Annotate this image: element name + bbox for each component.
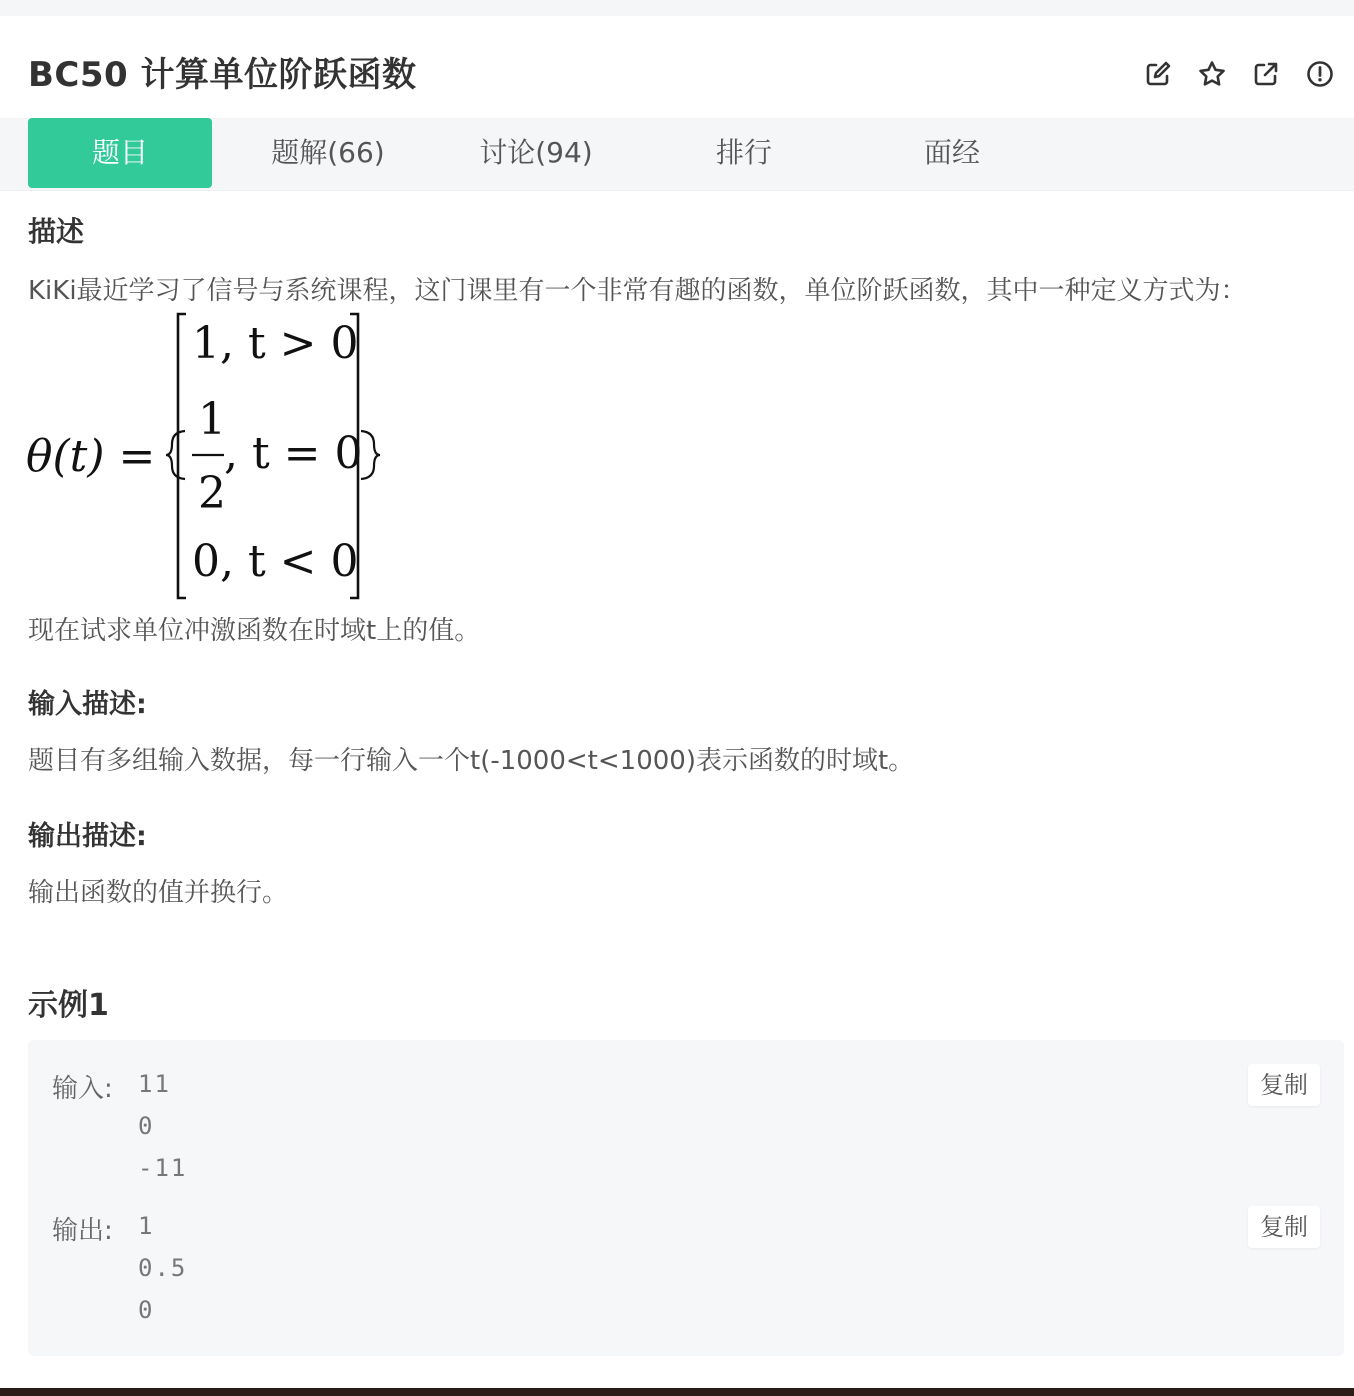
tab-interview[interactable]: 面经 <box>923 136 980 169</box>
star-icon[interactable] <box>1196 58 1228 90</box>
sample-input-label: 输入: <box>52 1074 113 1104</box>
step-function-formula <box>24 308 384 604</box>
formula-case-3: 0, t < 0 <box>192 536 359 587</box>
formula-case-2-den: 2 <box>198 468 226 519</box>
tab-bar <box>0 118 1354 191</box>
formula-case-1: 1, t > 0 <box>192 318 359 369</box>
sample-input-line: 11 <box>138 1070 171 1098</box>
alert-circle-icon[interactable] <box>1304 58 1336 90</box>
external-link-icon[interactable] <box>1250 58 1282 90</box>
formula-case-2-rest: , t = 0 <box>224 428 363 479</box>
sample-output-line: 0 <box>138 1296 155 1324</box>
tab-problem[interactable]: 题目 <box>28 118 212 188</box>
sample-output-line: 0.5 <box>138 1254 188 1282</box>
copy-output-button[interactable]: 复制 <box>1248 1206 1320 1248</box>
output-desc-text: 输出函数的值并换行。 <box>28 878 289 908</box>
top-strip <box>0 0 1354 16</box>
formula-lhs: θ(t) = <box>26 431 156 482</box>
formula-case-2-num: 1 <box>198 394 226 445</box>
description-heading: 描述 <box>28 215 85 248</box>
edit-icon[interactable] <box>1142 58 1174 90</box>
problem-toolbar <box>1142 58 1336 90</box>
problem-title: BC50 计算单位阶跃函数 <box>28 55 417 95</box>
input-desc-heading: 输入描述: <box>28 689 147 720</box>
sample-box <box>28 1040 1344 1356</box>
bottom-strip <box>0 1388 1354 1396</box>
output-desc-heading: 输出描述: <box>28 821 147 852</box>
sample-input-line: 0 <box>138 1112 155 1140</box>
description-intro: KiKi最近学习了信号与系统课程，这门课里有一个非常有趣的函数，单位阶跃函数，其中一种定义方式为： <box>28 276 1247 306</box>
tab-solutions[interactable]: 题解(66) <box>271 136 385 169</box>
tab-ranking[interactable]: 排行 <box>715 136 772 169</box>
sample-output-label: 输出: <box>52 1216 113 1246</box>
sample-heading: 示例1 <box>28 988 109 1023</box>
input-desc-text: 题目有多组输入数据，每一行输入一个t(-1000<t<1000)表示函数的时域t。 <box>28 746 915 776</box>
tab-discussion[interactable]: 讨论(94) <box>479 136 593 169</box>
description-outro: 现在试求单位冲激函数在时域t上的值。 <box>28 616 481 646</box>
sample-output-line: 1 <box>138 1212 155 1240</box>
copy-input-button[interactable]: 复制 <box>1248 1064 1320 1106</box>
sample-input-line: -11 <box>138 1154 188 1182</box>
